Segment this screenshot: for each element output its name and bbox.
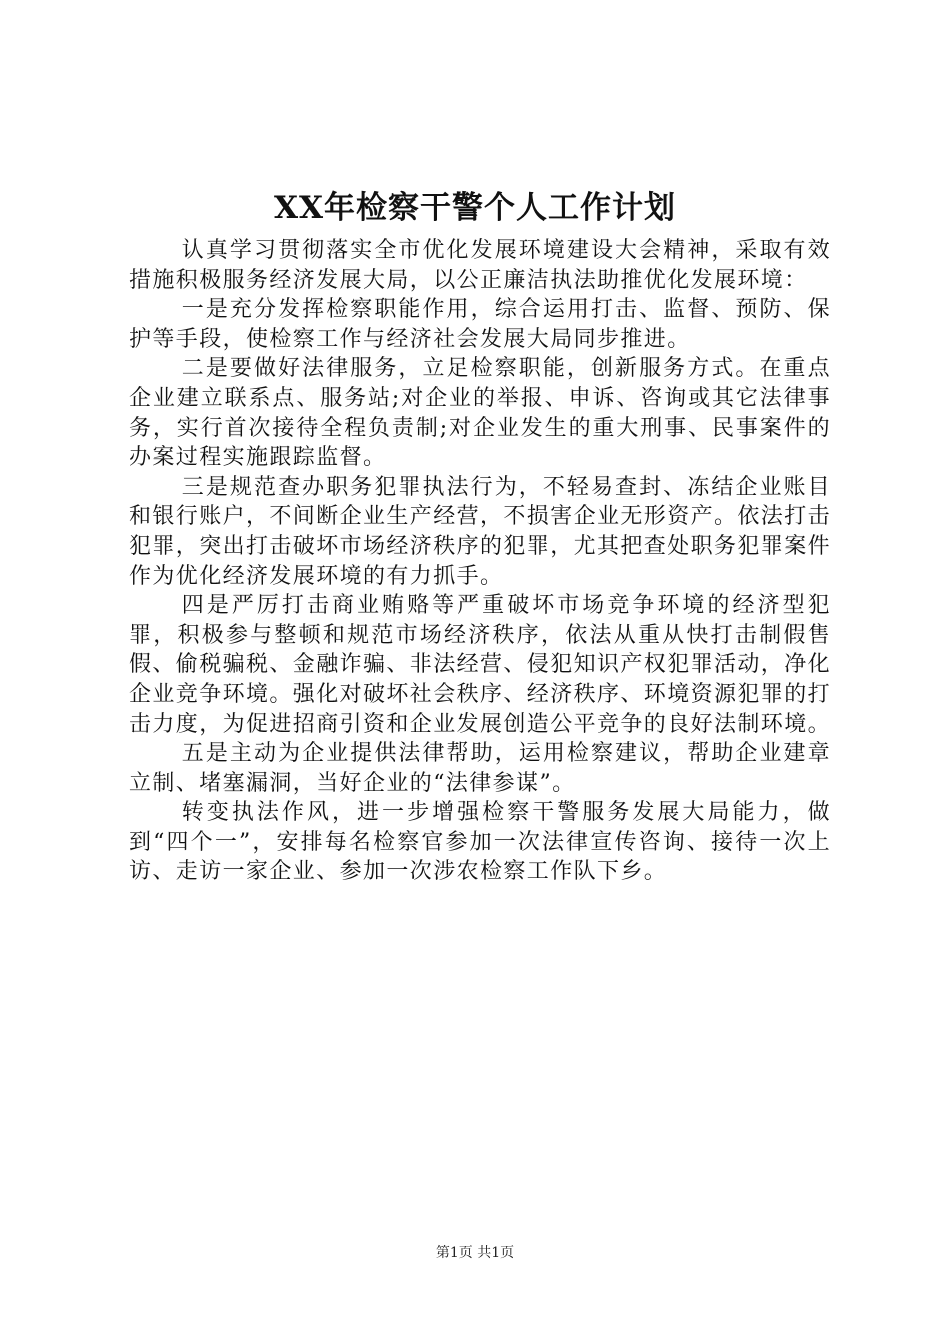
paragraph-point-5: 五是主动为企业提供法律帮助，运用检察建议，帮助企业建章立制、堵塞漏洞，当好企业的“法律参谋”。 bbox=[129, 741, 831, 796]
paragraph-intro: 认真学习贯彻落实全市优化发展环境建设大会精神，采取有效措施积极服务经济发展大局，以公正廉洁执法助推优化发展环境： bbox=[129, 238, 831, 293]
paragraph-point-4: 四是严厉打击商业贿赂等严重破坏市场竞争环境的经济型犯罪，积极参与整顿和规范市场经济秩序，依法从重从快打击制假售假、偷税骗税、金融诈骗、非法经营、侵犯知识产权犯罪活动，净化企业竞争环境。强化对破坏社会秩序、经济秩序、环境资源犯罪的打击力度，为促进招商引资和企业发展创造公平竞争的良好法制环境。 bbox=[129, 593, 832, 737]
document-title: XX年检察干警个人工作计划 bbox=[273, 190, 677, 226]
document-body bbox=[129, 236, 831, 887]
paragraph-point-2: 二是要做好法律服务，立足检察职能，创新服务方式。在重点企业建立联系点、服务站;对企业的举报、申诉、咨询或其它法律事务，实行首次接待全程负责制;对企业发生的重大刑事、民事案件的办案过程实施跟踪监督。 bbox=[129, 356, 831, 471]
page-number-footer: 第1页 共1页 bbox=[435, 1245, 515, 1261]
paragraph-point-1: 一是充分发挥检察职能作用，综合运用打击、监督、预防、保护等手段，使检察工作与经济社会发展大局同步推进。 bbox=[129, 297, 831, 352]
paragraph-point-3: 三是规范查办职务犯罪执法行为，不轻易查封、冻结企业账目和银行账户，不间断企业生产经营，不损害企业无形资产。依法打击犯罪，突出打击破坏市场经济秩序的犯罪，尤其把查处职务犯罪案件作为优化经济发展环境的有力抓手。 bbox=[129, 474, 832, 589]
paragraph-conclusion: 转变执法作风，进一步增强检察干警服务发展大局能力，做到“四个一”，安排每名检察官参加一次法律宣传咨询、接待一次上访、走访一家企业、参加一次涉农检察工作队下乡。 bbox=[129, 800, 831, 885]
